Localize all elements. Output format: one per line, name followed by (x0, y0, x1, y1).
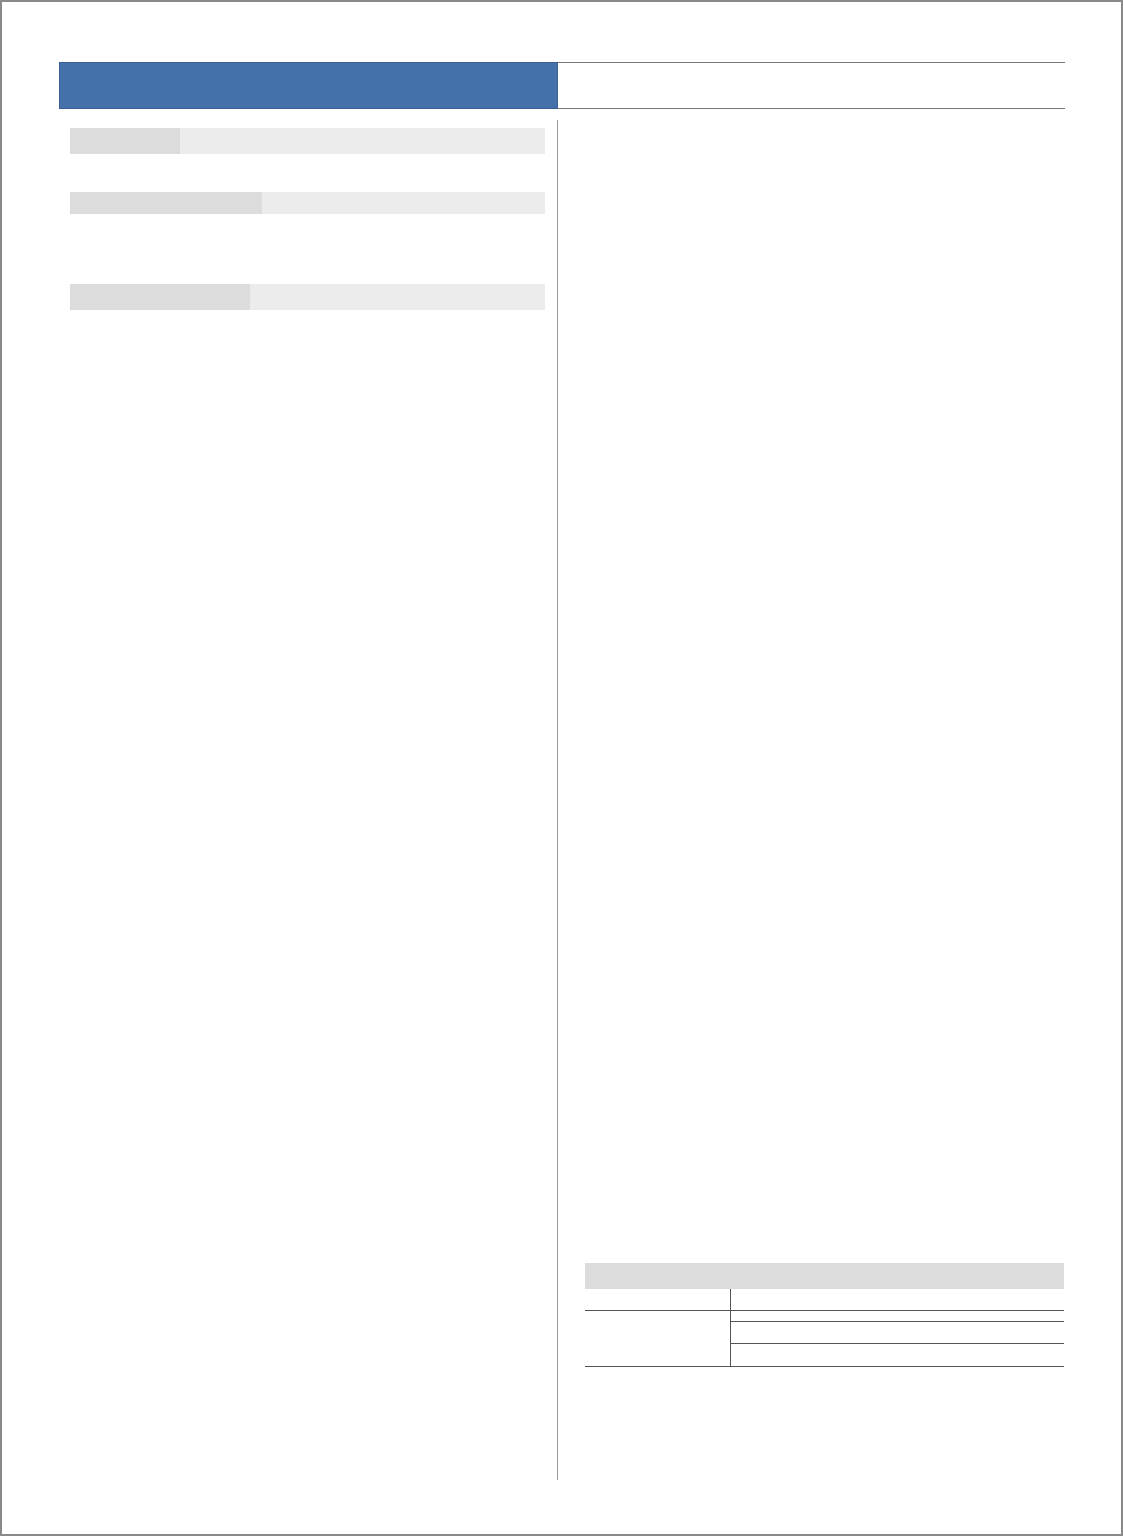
worship-order-column (60, 128, 545, 342)
prayer-column (585, 1289, 731, 1366)
service-host (60, 220, 545, 244)
offering-header (731, 1289, 1064, 1311)
committee-title (585, 1263, 1064, 1289)
service-host (60, 318, 545, 342)
usher-text (731, 1344, 1064, 1366)
offering-list (731, 1311, 1064, 1322)
section-title (70, 128, 180, 154)
usher-header (731, 1322, 1064, 1344)
sunday-evening-header (70, 192, 545, 214)
sunday-service-header (70, 128, 545, 154)
motto-banner (59, 62, 558, 109)
sunday-evening-service (60, 192, 545, 244)
volunteer-committee (585, 1263, 1064, 1372)
prayer-list (585, 1311, 730, 1317)
committee-grid (585, 1289, 1064, 1367)
prayer-header (585, 1289, 730, 1311)
wednesday-service (60, 284, 545, 342)
church-motto (558, 62, 1065, 109)
section-title (70, 284, 250, 310)
offering-column (731, 1289, 1064, 1366)
section-title (70, 192, 262, 214)
wednesday-header (70, 284, 545, 310)
column-divider (557, 120, 558, 1480)
